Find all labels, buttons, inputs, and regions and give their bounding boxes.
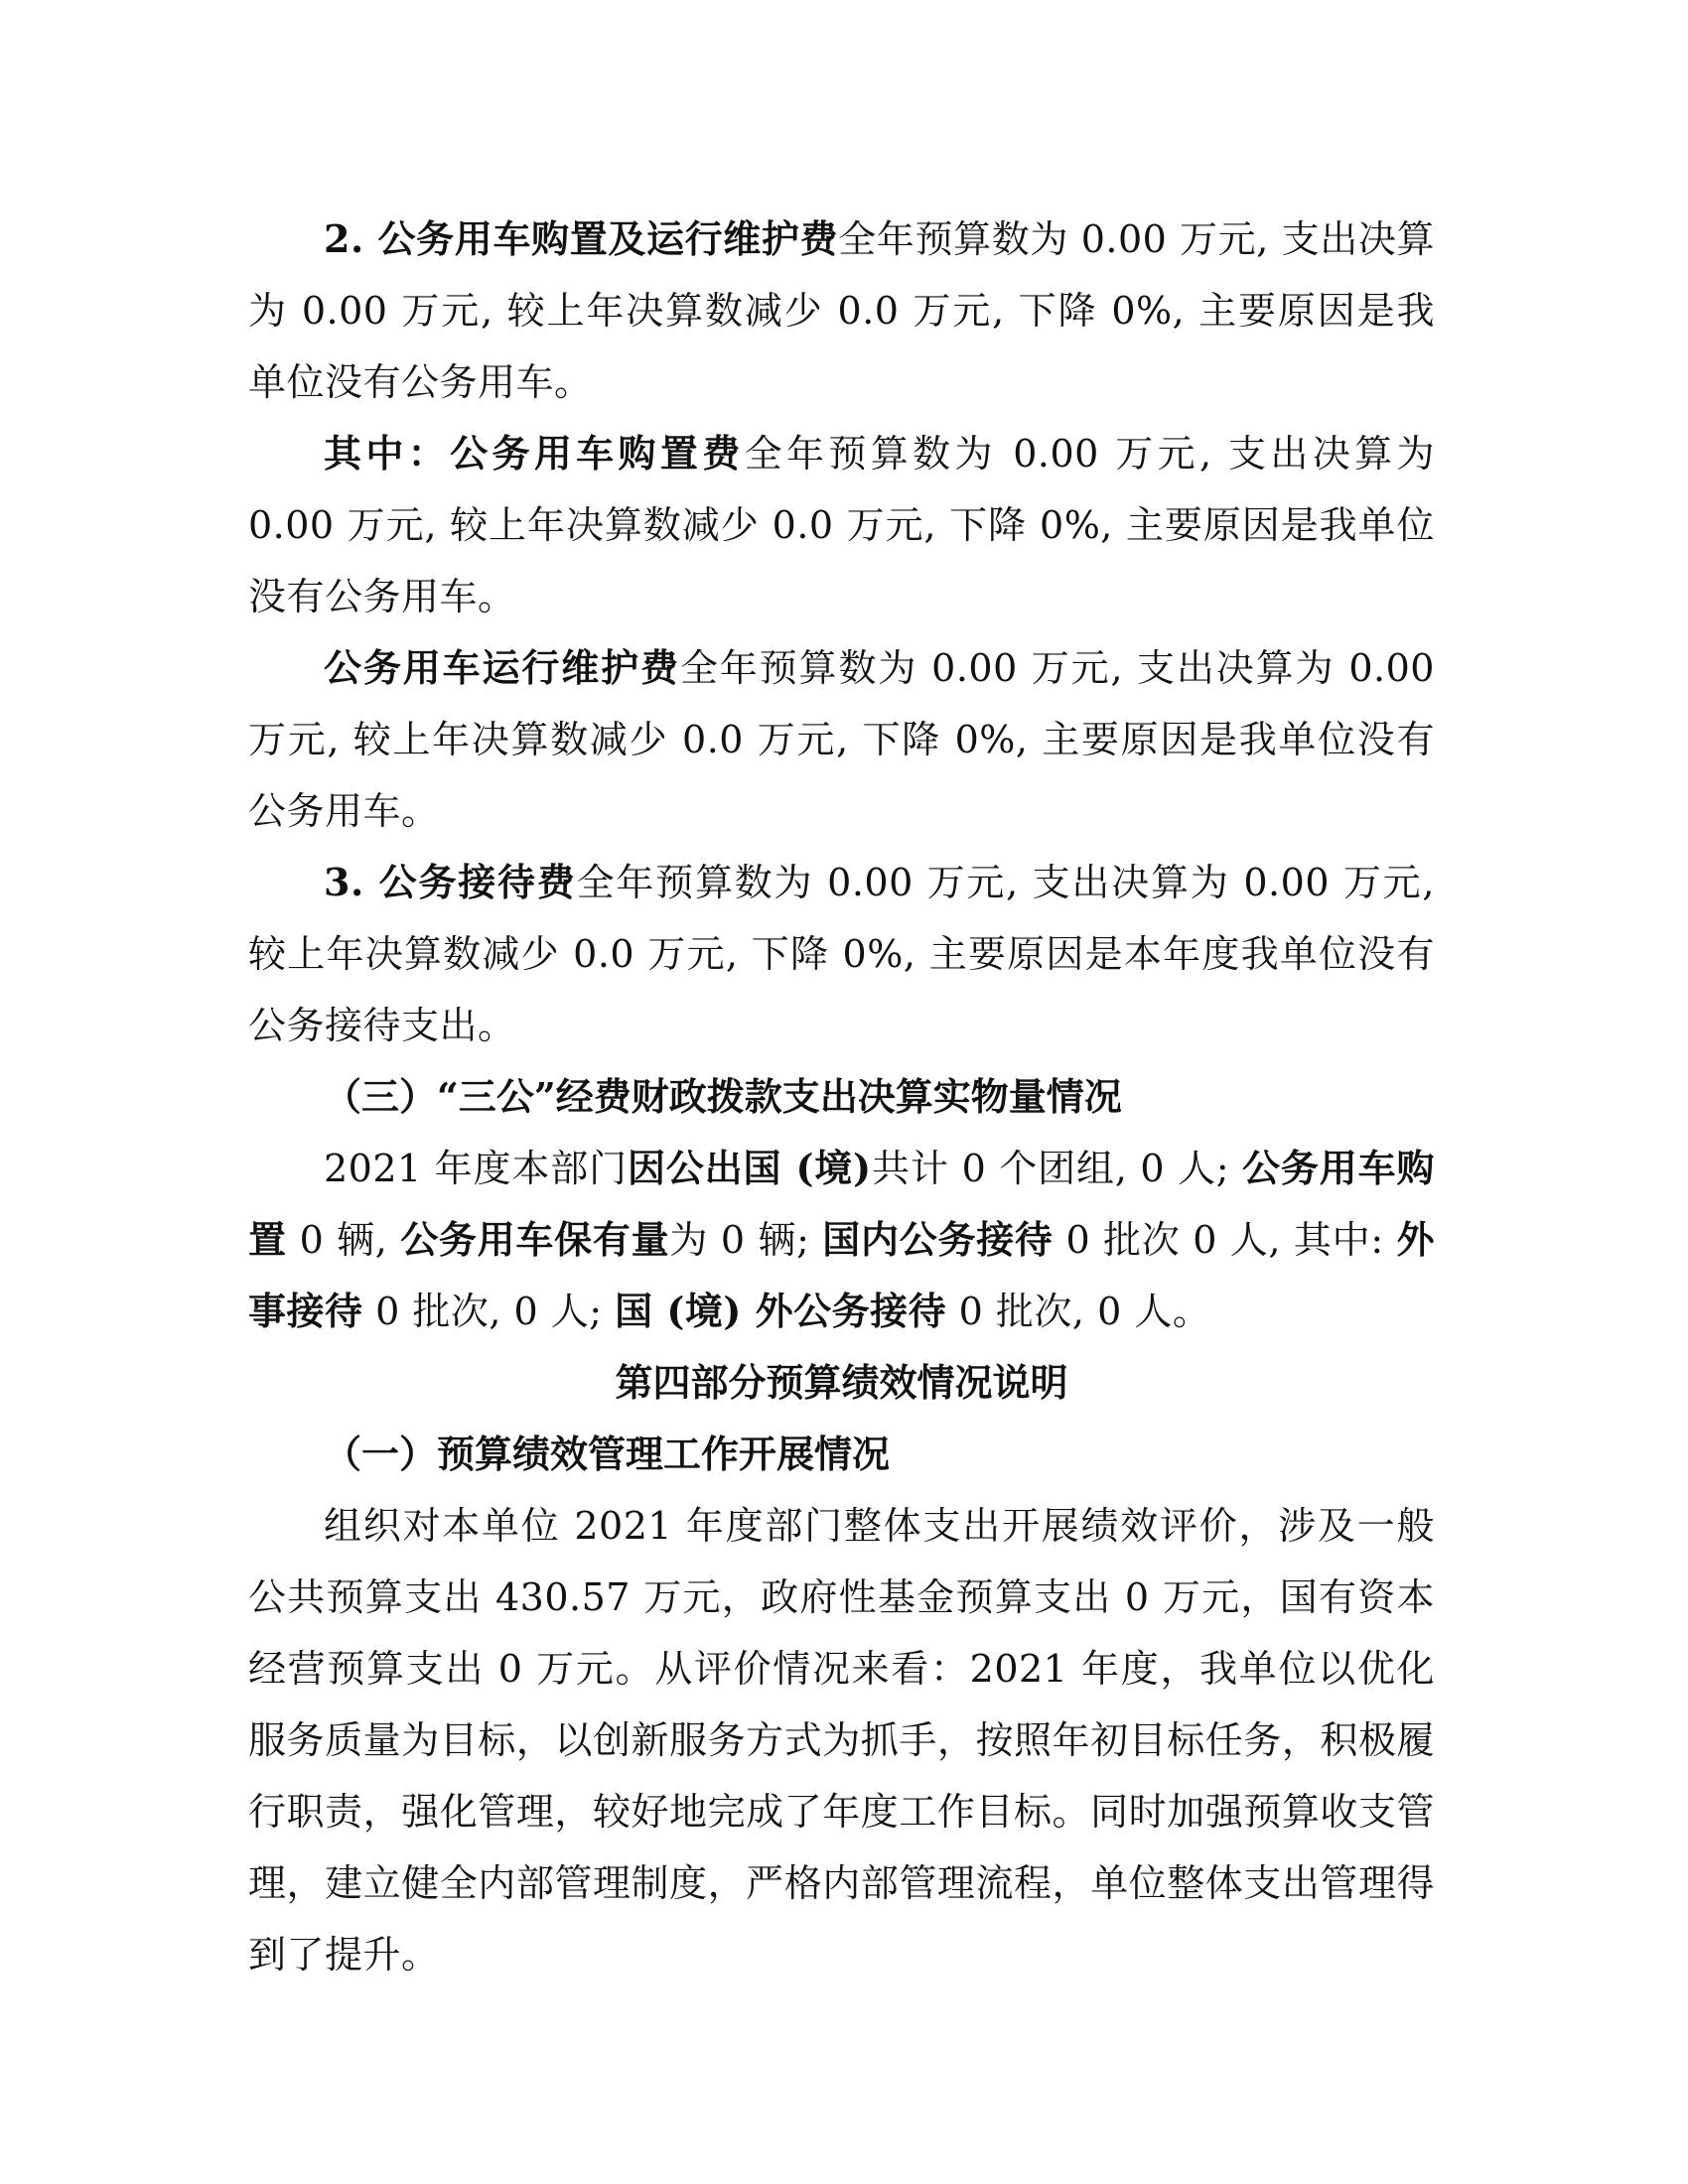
label-overseas-trips: 因公出国 (境) [627,1146,872,1190]
text-physical-2: 共计 0 个团组, 0 人; [871,1147,1243,1190]
paragraph-car-operation [248,632,1435,847]
label-car-purchase-count: 公务用车购置 [248,1146,1435,1262]
text-physical-6: 0 批次, 0 人; [362,1290,616,1333]
label-car-operation: 公务用车运行维护费 [324,645,680,690]
text-car-total: 全年预算数为 0.00 万元, 支出决算为 0.00 万元, 较上年决算数减少 0.0 万元, 下降 0%, 主要原因是我单位没有公务用车。 [248,217,1435,404]
label-overseas-reception: 国 (境) 外公务接待 [615,1289,947,1333]
paragraph-performance: 组织对本单位 2021 年度部门整体支出开展绩效评价，涉及一般公共预算支出 430.57 万元，政府性基金预算支出 0 万元，国有资本经营预算支出 0 万元。从评价情况来看：2021 年度，我单位以优化服务质量为目标，以创新服务方式为抓手，按照年初目标任务，积极履行职责，强化管理，较好地完成了年度工作目标。同时加强预算收支管理，建立健全内部管理制度，严格内部管理流程，单位整体支出管理得到了提升。 [248,1504,1435,1977]
text-physical-4: 为 0 辆; [669,1218,823,1262]
text-physical-1: 2021 年度本部门 [324,1147,628,1190]
heading-performance: （一）预算绩效管理工作开展情况 [324,1432,891,1476]
paragraph-reception [248,847,1435,1061]
part-title: 第四部分预算绩效情况说明 [615,1360,1068,1405]
label-car-purchase-prefix: 其中： [324,431,451,476]
text-car-purchase: 全年预算数为 0.00 万元, 支出决算为 0.00 万元, 较上年决算数减少 0.0 万元, 下降 0%, 主要原因是我单位没有公务用车。 [248,432,1435,618]
paragraph-physical-quantity [248,1133,1435,1347]
text-car-operation: 全年预算数为 0.00 万元, 支出决算为 0.00 万元, 较上年决算数减少 0.0 万元, 下降 0%, 主要原因是我单位没有公务用车。 [248,646,1435,833]
document-body [248,204,1435,1990]
label-domestic-reception: 国内公务接待 [822,1217,1054,1262]
label-foreign-affairs-reception: 外事接待 [248,1217,1435,1333]
text-reception: 全年预算数为 0.00 万元, 支出决算为 0.00 万元, 较上年决算数减少 0.0 万元, 下降 0%, 主要原因是本年度我单位没有公务接待支出。 [248,861,1435,1047]
heading-physical-quantity: （三）“三公”经费财政拨款支出决算实物量情况 [324,1074,1122,1119]
paragraph-car-purchase [248,418,1435,632]
text-physical-5: 0 批次 0 人, 其中: [1053,1218,1397,1262]
label-car-holdings: 公务用车保有量 [400,1217,670,1262]
text-physical-3: 0 辆, [286,1218,401,1262]
label-car-purchase: 公务用车购置费 [450,431,745,476]
label-car-total: 2. 公务用车购置及运行维护费 [324,216,839,261]
text-physical-7: 0 批次, 0 人。 [946,1290,1211,1333]
label-reception: 3. 公务接待费 [324,860,577,904]
paragraph-car-total [248,204,1435,418]
